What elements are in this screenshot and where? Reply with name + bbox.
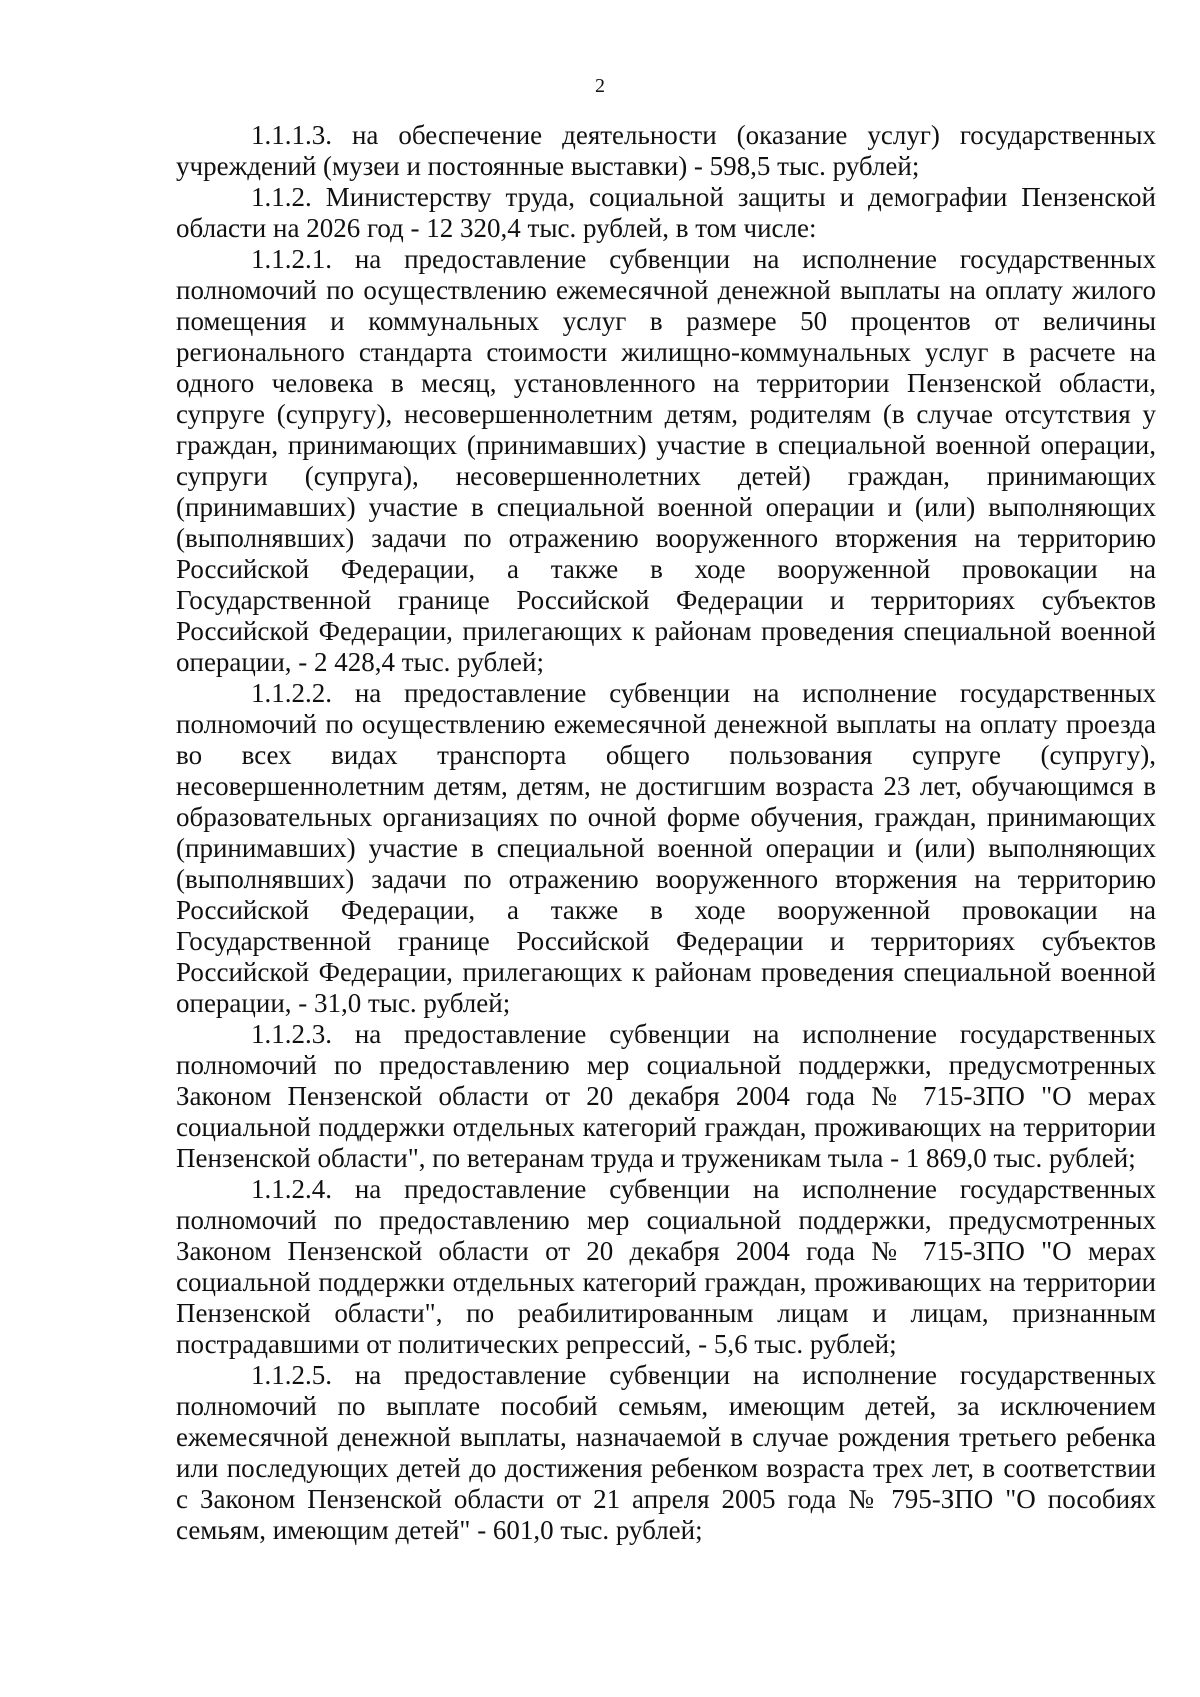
document-body — [176, 120, 1156, 1546]
paragraph-1-1-2: 1.1.2. Министерству труда, социальной защиты и демографии Пензенской области на 2026 год - 12 320,4 тыс. рублей, в том числе: — [176, 182, 1156, 243]
paragraph-1-1-2-5: 1.1.2.5. на предоставление субвенции на исполнение государственных полномочий по выплате пособий семьям, имеющим детей, за исключением ежемесячной денежной выплаты, назначаемой в случае рождения третьего ребенка или последующих детей до достижения ребенком возраста трех лет, в соответствии с Законом Пензенской области от 21 апреля 2005 года № 795-ЗПО "О пособиях семьям, имеющим детей" - 601,0 тыс. рублей; — [176, 1360, 1156, 1545]
paragraph-1-1-2-2: 1.1.2.2. на предоставление субвенции на исполнение государственных полномочий по осуществлению ежемесячной денежной выплаты на оплату проезда во всех видах транспорта общего пользования супруге (супругу), несовершеннолетним детям, детям, не достигшим возраста 23 лет, обучающимся в образовательных организациях по очной форме обучения, граждан, принимающих (принимавших) участие в специальной военной операции и (или) выполняющих (выполнявших) задачи по отражению вооруженного вторжения на территорию Российской Федерации, а также в ходе вооруженной провокации на Государственной границе Российской Федерации и территориях субъектов Российской Федерации, прилегающих к районам проведения специальной военной операции, - 31,0 тыс. рублей; — [176, 678, 1156, 1018]
paragraph-1-1-2-4: 1.1.2.4. на предоставление субвенции на исполнение государственных полномочий по предоставлению мер социальной поддержки, предусмотренных Законом Пензенской области от 20 декабря 2004 года № 715-ЗПО "О мерах социальной поддержки отдельных категорий граждан, проживающих на территории Пензенской области", по реабилитированным лицам и лицам, признанным пострадавшими от политических репрессий, - 5,6 тыс. рублей; — [176, 1174, 1156, 1359]
paragraph-1-1-1-3: 1.1.1.3. на обеспечение деятельности (оказание услуг) государственных учреждений (музеи и постоянные выставки) - 598,5 тыс. рублей; — [176, 120, 1156, 181]
paragraph-1-1-2-3: 1.1.2.3. на предоставление субвенции на исполнение государственных полномочий по предоставлению мер социальной поддержки, предусмотренных Законом Пензенской области от 20 декабря 2004 года № 715-ЗПО "О мерах социальной поддержки отдельных категорий граждан, проживающих на территории Пензенской области", по ветеранам труда и труженикам тыла - 1 869,0 тыс. рублей; — [176, 1019, 1156, 1173]
paragraph-1-1-2-1: 1.1.2.1. на предоставление субвенции на исполнение государственных полномочий по осуществлению ежемесячной денежной выплаты на оплату жилого помещения и коммунальных услуг в размере 50 процентов от величины регионального стандарта стоимости жилищно-коммунальных услуг в расчете на одного человека в месяц, установленного на территории Пензенской области, супруге (супругу), несовершеннолетним детям, родителям (в случае отсутствия у граждан, принимающих (принимавших) участие в специальной военной операции, супруги (супруга), несовершеннолетних детей) граждан, принимающих (принимавших) участие в специальной военной операции и (или) выполняющих (выполнявших) задачи по отражению вооруженного вторжения на территорию Российской Федерации, а также в ходе вооруженной провокации на Государственной границе Российской Федерации и территориях субъектов Российской Федерации, прилегающих к районам проведения специальной военной операции, - 2 428,4 тыс. рублей; — [176, 244, 1156, 677]
page-number: 2 — [595, 75, 605, 97]
